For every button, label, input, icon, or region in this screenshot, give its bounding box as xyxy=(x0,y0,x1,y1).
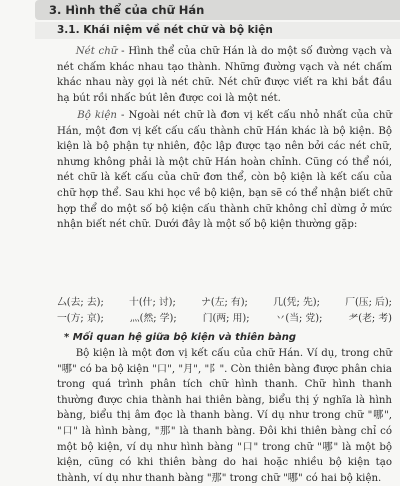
table-cell: 一(方; 京); xyxy=(57,313,104,324)
relationship-subheading: * Mối quan hệ giữa bộ kiện và thiên bàng xyxy=(64,332,296,343)
table-row xyxy=(57,295,392,311)
table-cell: 门(两; 用); xyxy=(202,313,250,324)
paragraph-text: Bộ kiện là một đơn vị kết cấu của chữ Hán. Ví dụ, trong chữ "哪" có ba bộ kiện "口", "月", "阝". Còn thiên bàng được phân chia trong quá trình phân tích chữ hình thanh. Chữ hình thanh thường được chia thành hai thiên bàng, biểu thị ý nghĩa là hình bàng, biểu thị âm đọc là thanh bàng. Ví dụ như trong chữ "哪", "口" là hình bàng, "那" là thanh bàng. Đôi khi thiên bàng chỉ có một bộ kiện, ví dụ như hình bàng "口" trong chữ "哪" là một bộ kiện, cũng có khi thiên bàng do hai hoặc nhiều bộ kiện tạo thành, ví dụ như thanh bàng "那" trong chữ "哪" có hai bộ kiện. xyxy=(57,348,392,484)
table-cell: 几(凭; 先); xyxy=(273,297,320,308)
paragraph-text: - Ngoài nét chữ là đơn vị kết cấu nhỏ nhất của chữ Hán, một đơn vị kết cấu cấu thành chữ Hán khác là bộ kiện. Bộ kiện là bộ phận tự nhiên, độc lập được tạo nên bởi các nét chữ, nhưng không phải là một chữ Hán hoàn chỉnh. Cũng có thể nói, nét chữ là kết cấu của chữ đơn thể, còn bộ kiện là kết cấu của chữ hợp thể. Sau khi học về bộ kiện, bạn sẽ có thể nhận biết chữ hợp thể do một số bộ kiện cấu thành chữ không chỉ dừng ở mức nhận biết nét chữ. Dưới đây là một số bộ kiện thường gặp: xyxy=(57,110,392,231)
term-bo-kien: Bộ kiện xyxy=(77,110,117,121)
paragraph-net-chu xyxy=(57,44,392,106)
paragraph-text: - Hình thể của chữ Hán là do một số đường vạch và nét chấm khác nhau tạo thành. Những đường vạch và nét chấm khác nhau này gọi là nét chữ. Nét chữ được viết ra khi bắt đầu hạ bút rồi nhấc bút lên được coi là một nét. xyxy=(57,46,392,104)
table-cell: 丷(当; 党); xyxy=(275,313,323,324)
table-row xyxy=(57,311,392,327)
table-cell: ナ(左; 有); xyxy=(201,297,248,308)
paragraph-thien-bang xyxy=(57,346,392,486)
table-cell: 厂(压; 后); xyxy=(345,297,392,308)
paragraph-bo-kien xyxy=(57,108,392,233)
table-cell: 厶(去; 去); xyxy=(57,297,104,308)
table-cell: 耂(老; 考) xyxy=(348,313,392,324)
section-heading: 3. Hình thể của chữ Hán xyxy=(35,0,400,20)
components-table xyxy=(57,295,392,327)
table-cell: 十(什; 讨); xyxy=(129,297,176,308)
table-cell: 灬(然; 学); xyxy=(129,313,177,324)
subsection-heading: 3.1. Khái niệm về nét chữ và bộ kiện xyxy=(35,22,400,39)
term-net-chu: Nét chữ xyxy=(75,46,118,57)
